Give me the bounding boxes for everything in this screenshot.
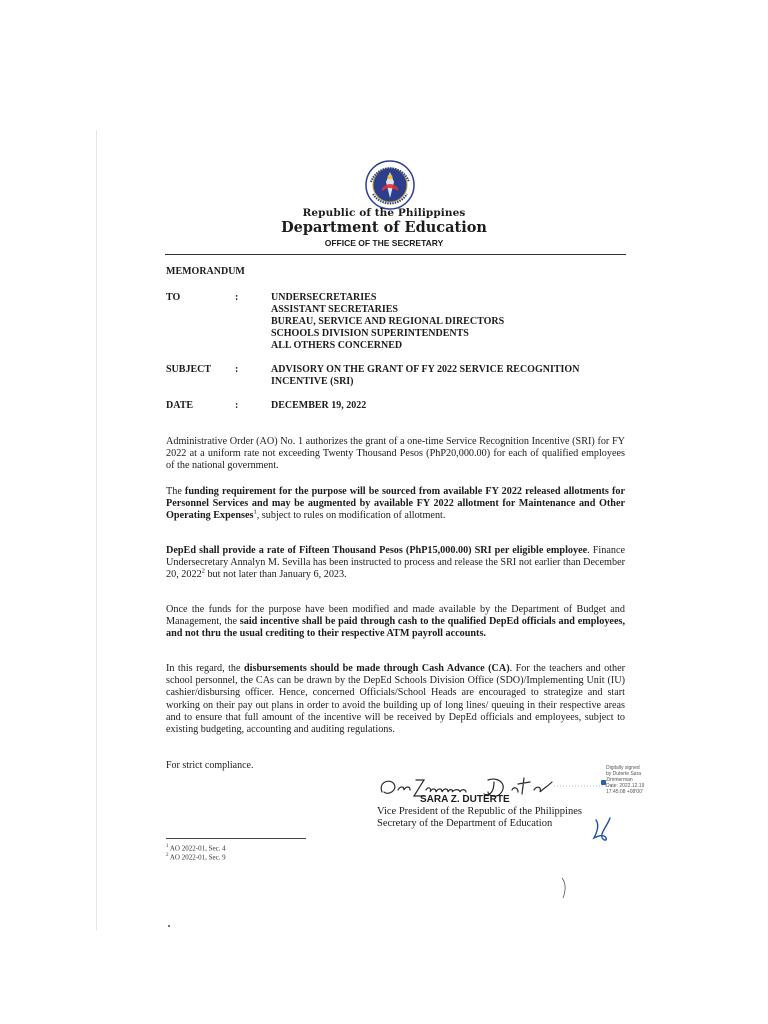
paragraph-4 <box>166 604 625 641</box>
paragraph-3 <box>166 545 625 582</box>
closing-line: For strict compliance. <box>166 760 254 771</box>
bold-run: funding requirement for the purpose will be sourced from available FY 2022 released allotments for Personnel Services and may be augmented by available FY 2022 allotment for Maintenance and Other Operating Expenses <box>166 486 625 522</box>
bold-run: disbursements should be made through Cash Advance (CA) <box>244 663 510 674</box>
signatory-title-1: Vice President of the Republic of the Philippines <box>377 806 582 817</box>
footnote-number: 2 <box>166 853 169 858</box>
signatory-title-2: Secretary of the Department of Education <box>377 818 553 829</box>
recipient-item: ALL OTHERS CONCERNED <box>271 340 403 351</box>
date-label: DATE <box>166 400 194 411</box>
text-run: , subject to rules on modification of allotment. <box>256 510 446 522</box>
recipient-list <box>271 292 504 352</box>
header-divider <box>165 254 626 255</box>
footnote-text: AO 2022-01, Sec. 4 <box>169 844 226 853</box>
subject-label: SUBJECT <box>166 364 212 375</box>
scan-edge <box>96 130 97 930</box>
text-run: Once the funds for the purpose have been modified and made available by the Department of Budget and Management, the <box>166 604 625 628</box>
footnote-divider <box>166 838 306 839</box>
footnote-1 <box>166 843 226 852</box>
stamp-line: Date: 2022.12.19 <box>606 783 645 789</box>
to-colon: : <box>235 292 239 303</box>
recipient-item: UNDERSECRETARIES <box>271 292 377 303</box>
text-run: The <box>166 486 185 497</box>
digital-signature-stamp <box>606 765 644 795</box>
footnote-mark: 2 <box>201 568 205 576</box>
scan-mark <box>560 877 568 899</box>
office-name: OFFICE OF THE SECRETARY <box>324 238 444 248</box>
footnote-2 <box>166 852 226 861</box>
deped-seal-logo <box>365 160 415 210</box>
date-colon: : <box>235 400 239 411</box>
footnote-mark: 1 <box>253 509 257 517</box>
to-label: TO <box>166 292 181 303</box>
bold-run: DepEd shall provide a rate of Fifteen Thousand Pesos (PhP15,000.00) SRI per eligible employee <box>166 545 588 556</box>
text-run: In this regard, the <box>166 663 244 674</box>
stamp-line: by Duterte Sara <box>606 771 642 777</box>
text-run: . Finance Undersecretary Annalyn M. Sevilla has been instructed to process and release the SRI not earlier than December 20, 2022 <box>166 545 626 581</box>
footnote-text: AO 2022-01, Sec. 9 <box>169 853 226 862</box>
paragraph-5 <box>166 663 625 736</box>
recipient-item: BUREAU, SERVICE AND REGIONAL DIRECTORS <box>271 316 505 327</box>
initials-mark <box>590 816 612 842</box>
stamp-line: 17:45:08 +08'00' <box>606 789 643 795</box>
signatory-name: SARA Z. DUTERTE <box>420 794 510 805</box>
paragraph-1: Administrative Order (AO) No. 1 authorizes the grant of a one-time Service Recognition Incentive (SRI) for FY 2022 at a uniform rate not exceeding Twenty Thousand Pesos (PhP20,000.00) for each of qualified employees of the national government. <box>166 436 625 472</box>
scan-speck <box>168 925 170 927</box>
paragraph-2 <box>166 486 625 523</box>
bold-run: said incentive shall be paid through cash to the qualified DepEd officials and employees, and not thru the usual crediting to their respective ATM payroll accounts. <box>166 616 625 640</box>
text-run: but not later than January 6, 2023. <box>204 569 347 581</box>
recipient-item: ASSISTANT SECRETARIES <box>271 304 398 315</box>
memo-type: MEMORANDUM <box>166 266 245 277</box>
subject-text: ADVISORY ON THE GRANT OF FY 2022 SERVICE RECOGNITION INCENTIVE (SRI) <box>271 364 580 387</box>
republic-line: Republic of the Philippines <box>302 207 466 219</box>
department-name: Department of Education <box>281 219 487 236</box>
stamp-line: Zimmerman <box>606 777 633 783</box>
footnote-number: 1 <box>166 844 169 849</box>
date-value: DECEMBER 19, 2022 <box>271 400 367 411</box>
stamp-line: Digitally signed <box>606 765 640 771</box>
text-run: . For the teachers and other school personnel, the CAs can be drawn by the DepEd Schools Division Office (SDO)/Implementing Unit (IU) cashier/disbursing officer. Hence, concerned Officials/School Heads are encouraged to strategize and start working on their pay out plans in order to avoid the building up of long lines/ queuing in their respective areas and to ensure that full amount of the incentive will be received by DepEd officials and employees, subject to existing budgeting, accounting and auditing regulations. <box>166 663 626 736</box>
recipient-item: SCHOOLS DIVISION SUPERINTENDENTS <box>271 328 469 339</box>
subject-colon: : <box>235 364 239 375</box>
